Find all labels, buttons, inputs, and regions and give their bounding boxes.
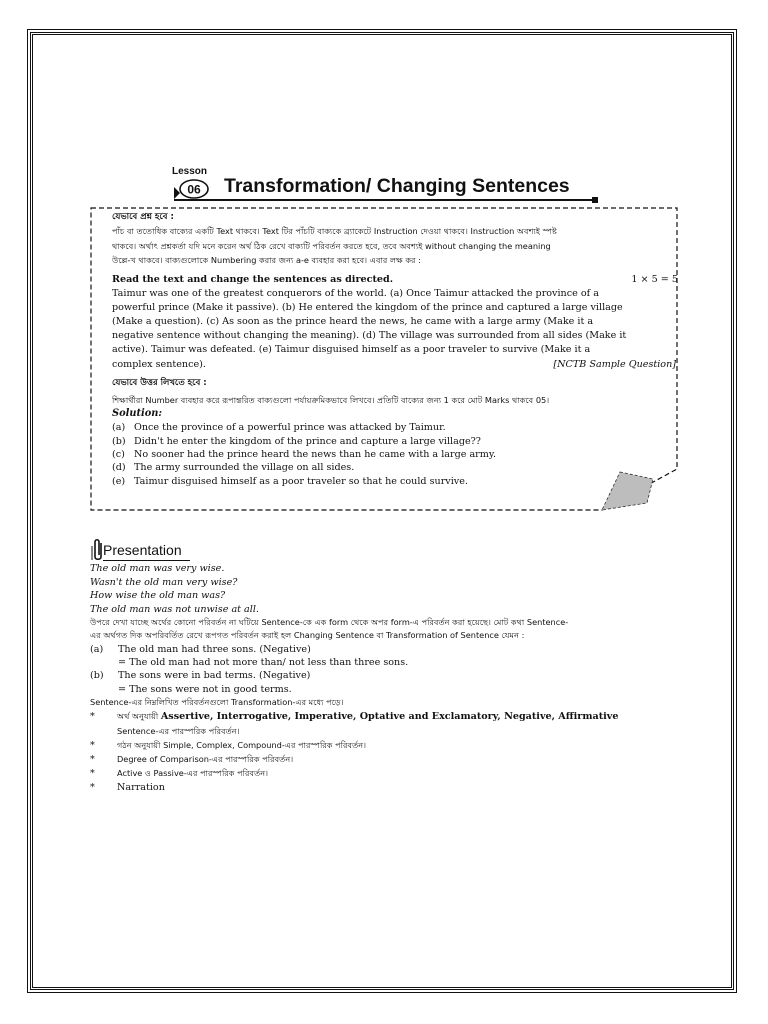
example-item-answer: = The sons were not in good terms. bbox=[118, 683, 292, 695]
explanation-line: উপরে দেখা যাচ্ছে অর্থের কোনো পরিবর্তন না ঘটিয়ে Sentence-কে এক form থেকে অপর form-এ পরিবর্তন করা হয়েছে। মোট কথা Sentence- bbox=[90, 617, 569, 627]
title-underline bbox=[174, 199, 598, 201]
solution-label: Solution: bbox=[112, 408, 162, 420]
presentation-underline bbox=[103, 560, 190, 561]
passage-line: (Make a question). (c) As soon as the prince heard the news, he came with a large army (Make it a bbox=[112, 315, 594, 327]
solution-list bbox=[112, 421, 676, 488]
passage-line: complex sentence). bbox=[112, 358, 206, 370]
passage-line: active). Taimur was defeated. (e) Taimur disguised himself as a poor traveler to survive (Make it a bbox=[112, 344, 591, 356]
presentation-heading: Presentation bbox=[103, 542, 182, 558]
passage-line: negative sentence without changing the meaning). (d) The village was surrounded from all sides (Make it bbox=[112, 330, 627, 342]
source-citation: [NCTB Sample Question] bbox=[553, 358, 676, 370]
how-answer-line: শিক্ষার্থীরা Number ব্যবহার করে রূপান্তরিত বাক্যগুলো পর্যায়ক্রমিকভাবে লিখবে। প্রতিটি বাক্যের জন্য 1 করে মোট Marks থাকবে 05। bbox=[112, 394, 550, 405]
solution-item: (e) Taimur disguised himself as a poor traveler so that he could survive. bbox=[112, 475, 468, 487]
how-answer-heading: যেভাবে উত্তর লিখতে হবে : bbox=[112, 377, 207, 388]
example-item: (a) The old man had three sons. (Negative) bbox=[90, 643, 311, 655]
lesson-number: 06 bbox=[187, 182, 201, 197]
instruction-row bbox=[112, 273, 676, 287]
bullet-item: * Active ও Passive-এর পারস্পরিক পরিবর্তন। bbox=[90, 768, 269, 780]
presentation-header bbox=[90, 538, 690, 562]
lesson-label: Lesson bbox=[172, 166, 208, 177]
solution-item: (c) No sooner had the prince heard the news than he came with a large army. bbox=[112, 449, 497, 461]
lesson-header bbox=[170, 166, 600, 204]
lesson-title: Transformation/ Changing Sentences bbox=[224, 175, 570, 197]
solution-item: (b) Didn't he enter the kingdom of the prince and capture a large village?? bbox=[112, 435, 481, 447]
example-item-answer: = The old man had not more than/ not less than three sons. bbox=[118, 657, 409, 669]
explanation-line: এর অর্থগত দিক অপরিবর্তিত রেখে রূপগত পরিবর্তন করাই হল Changing Sentence বা Transformation of Sentence যেমন : bbox=[90, 630, 525, 641]
passage-line: Taimur was one of the greatest conquerors of the world. (a) Once Taimur attacked the province of a bbox=[112, 287, 599, 299]
example-sentence: How wise the old man was? bbox=[90, 590, 226, 601]
types-intro: Sentence-এর নিম্নলিখিত পরিবর্তনগুলো Transformation-এর মধ্যে পড়ে। bbox=[90, 697, 344, 707]
how-asked-line: পাঁচ বা ততোধিক বাক্যের একটি Text থাকবে। Text টির পাঁচটি বাক্যকে ব্র্যাকেটে Instruction দেওয়া থাকবে। Instruction অবশ্যই স্পষ্ট bbox=[112, 226, 557, 236]
how-asked-line: উল্লে-খ থাকবে। বাক্যগুলোকে Numbering করার জন্য a-e ব্যবহার করা হবে। এবার লক্ষ কর : bbox=[112, 255, 421, 265]
example-sentence: Wasn't the old man very wise? bbox=[90, 576, 238, 588]
instruction-text: Read the text and change the sentences as directed. bbox=[112, 273, 394, 285]
bullet-item: * গঠন অনুযায়ী Simple, Complex, Compound-এর পারস্পরিক পরিবর্তন। bbox=[90, 740, 367, 752]
solution-item: (a) Once the province of a powerful prince was attacked by Taimur. bbox=[112, 422, 446, 434]
how-asked-heading: যেভাবে প্রশ্ন হবে : bbox=[112, 212, 174, 222]
bullet-item: * অর্থ অনুযায়ী Assertive, Interrogative, Imperative, Optative and Exclamatory, Negative, Affirmative Sentence-এর পারস্পরিক পরিবর্তন। bbox=[90, 711, 619, 737]
question-box bbox=[90, 207, 678, 511]
how-asked-line: থাকবে। অর্থাৎ প্রশ্নকর্তা যদি মনে করেন অর্থ ঠিক রেখে বাক্যটি পরিবর্তন করতে হবে, তবে অবশ্যই without changing the meaning bbox=[112, 240, 551, 251]
lesson-number-badge bbox=[174, 179, 210, 199]
passage-line: powerful prince (Make it passive). (b) He entered the kingdom of the prince and captured a large village bbox=[112, 301, 623, 313]
example-item: (b) The sons were in bad terms. (Negative) bbox=[90, 670, 311, 682]
example-sentence: The old man was very wise. bbox=[90, 563, 225, 574]
bullet-item: * Narration bbox=[90, 782, 165, 794]
example-sentence: The old man was not unwise at all. bbox=[90, 603, 259, 615]
marks: 1 × 5 = 5 bbox=[631, 273, 678, 285]
presentation-section bbox=[90, 538, 690, 795]
bullet-item: * Degree of Comparison-এর পারস্পরিক পরিবর্তন। bbox=[90, 754, 294, 766]
solution-item: (d) The army surrounded the village on all sides. bbox=[112, 462, 355, 474]
title-dot bbox=[592, 197, 598, 203]
